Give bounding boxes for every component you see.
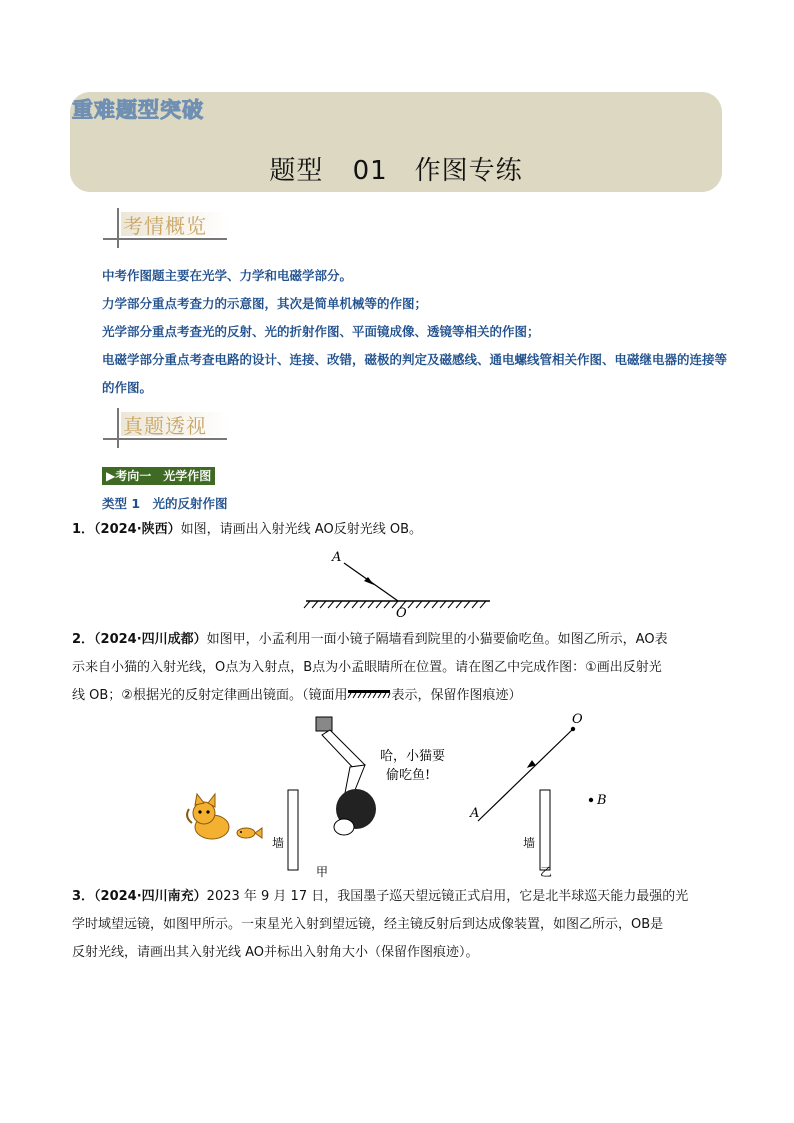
section-label: 考情概览 [123,214,207,238]
q2-figure [180,705,620,880]
question-number: 1． [72,522,95,537]
section-label: 真题透视 [123,414,207,438]
figure-label: 乙 [540,865,553,879]
question-1 [72,516,722,544]
overview-line: 力学部分重点考查力的示意图，其次是简单机械等的作图； [102,296,428,311]
header-banner [70,92,722,192]
speech-bubble: 偷吃鱼! [386,768,431,783]
question-text: 2023 年 9 月 17 日，我国墨子巡天望远镜正式启用，它是北半球巡天能力最强的光 [206,889,689,904]
cat-icon [187,794,229,839]
page-title: 题型 01 作图专练 [269,156,523,186]
overview-line: 光学部分重点考查光的反射、光的折射作图、平面镜成像、透镜等相关的作图； [102,324,540,339]
topic-tag: ▶考向一 光学作图 [102,467,215,485]
question-number: 3． [72,889,95,904]
question-text: 线 OB；②根据光的反射定律画出镜面。（镜面用 [72,688,348,703]
question-text: 表示，保留作图痕迹） [391,688,522,703]
wall-label: 墙 [272,836,285,850]
question-source: （2024·陕西） [94,522,181,537]
speech-bubble: 哈，小猫要 [380,749,446,764]
question-3 [72,883,722,967]
fish-icon [237,828,262,838]
overview-line: 中考作图题主要在光学、力学和电磁学部分。 [102,268,353,283]
boy-figure [316,717,376,835]
section-heading-overview [103,208,233,248]
figure-label: 甲 [316,865,329,879]
label-B: B [597,793,607,808]
question-source: （2024·四川南充） [94,889,207,904]
wall-label: 墙 [523,836,536,850]
wall-left [288,790,298,870]
question-text: 示来自小猫的入射光线，O点为入射点，B点为小孟眼睛所在位置。请在图乙中完成作图：①画出反射光 [72,660,662,675]
wall-right [540,790,550,870]
question-text: 学时域望远镜，如图甲所示。一束星光入射到望远镜，经主镜反射后到达成像装置，如图乙所示，OB是 [72,917,664,932]
question-source: （2024·四川成都） [94,632,207,647]
overview-line: 电磁学部分重点考查电路的设计、连接、改错，磁极的判定及磁感线、通电螺线管相关作图、电磁继电器的连接等的作图。 [102,352,728,395]
question-2 [72,626,722,710]
question-text: 如图，请画出入射光线 AO反射光线 OB。 [180,522,422,537]
question-number: 2． [72,632,95,647]
question-text: 如图甲，小孟利用一面小镜子隔墙看到院里的小猫要偷吃鱼。如图乙所示，AO表 [206,632,668,647]
label-A: A [332,550,342,565]
label-A: A [470,806,480,821]
label-O: O [396,606,407,620]
mirror-symbol-icon [347,688,391,700]
section-heading-real [103,408,233,448]
type-heading: 类型 1 光的反射作图 [102,496,228,511]
banner-tag: 重难题型突破 [72,98,204,122]
q1-figure [300,545,495,620]
question-text: 反射光线，请画出其入射光线 AO并标出入射角大小（保留作图痕迹）。 [72,945,479,960]
label-O: O [572,712,583,727]
overview-text [102,262,727,402]
